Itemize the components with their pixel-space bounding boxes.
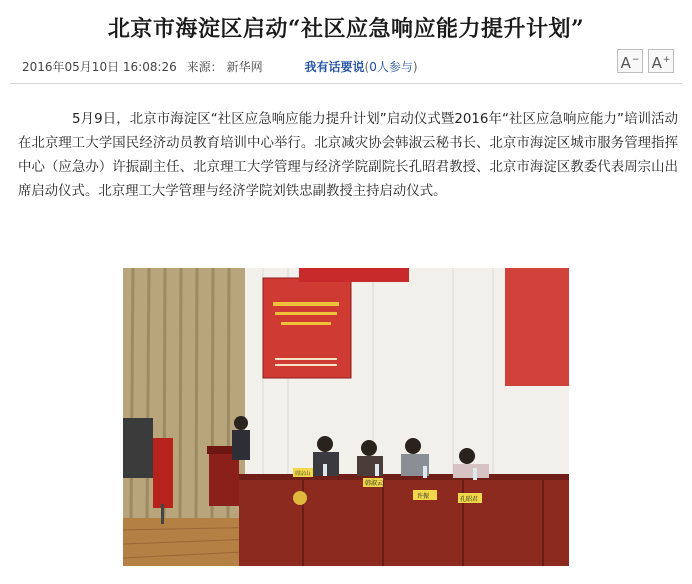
article-meta	[22, 58, 424, 75]
font-decrease-icon: A−	[620, 54, 640, 72]
font-increase-icon: A+	[651, 54, 671, 72]
conference-photo	[123, 268, 569, 566]
comment-paren-close: )	[412, 60, 418, 74]
header-divider	[10, 83, 682, 84]
name-card-1: 韩淑云	[365, 480, 384, 487]
source-label: 来源：	[186, 60, 223, 74]
font-decrease-button[interactable]	[617, 49, 643, 73]
name-card-2: 许振	[417, 493, 430, 500]
comment-count[interactable]: 0人参与	[369, 60, 413, 74]
font-increase-button[interactable]	[648, 49, 674, 73]
source-name: 新华网	[226, 60, 263, 74]
publish-datetime: 2016年05月10日 16:08:26	[22, 60, 177, 74]
name-card-3: 孔昭君	[460, 496, 479, 503]
article-title: 北京市海淀区启动“社区应急响应能力提升计划”	[107, 16, 585, 42]
article-body: 5月9日，北京市海淀区“社区应急响应能力提升计划”启动仪式暨2016年“社区应急响应能力”培训活动在北京理工大学国民经济动员教育培训中心举行。北京减灾协会韩淑云秘书长、北京市海淀区城市服务管理指挥中心（应急办）许振副主任、北京理工大学管理与经济学院副院长孔昭君教授、北京市海淀区教委代表周宗山出席启动仪式。北京理工大学管理与经济学院刘铁忠副教授主持启动仪式。	[18, 112, 678, 199]
comment-paren-open: (	[364, 60, 370, 74]
comment-link[interactable]: 我有话要说	[304, 60, 365, 74]
article-photo	[123, 268, 569, 566]
name-card-4: 周宗山	[295, 471, 311, 477]
